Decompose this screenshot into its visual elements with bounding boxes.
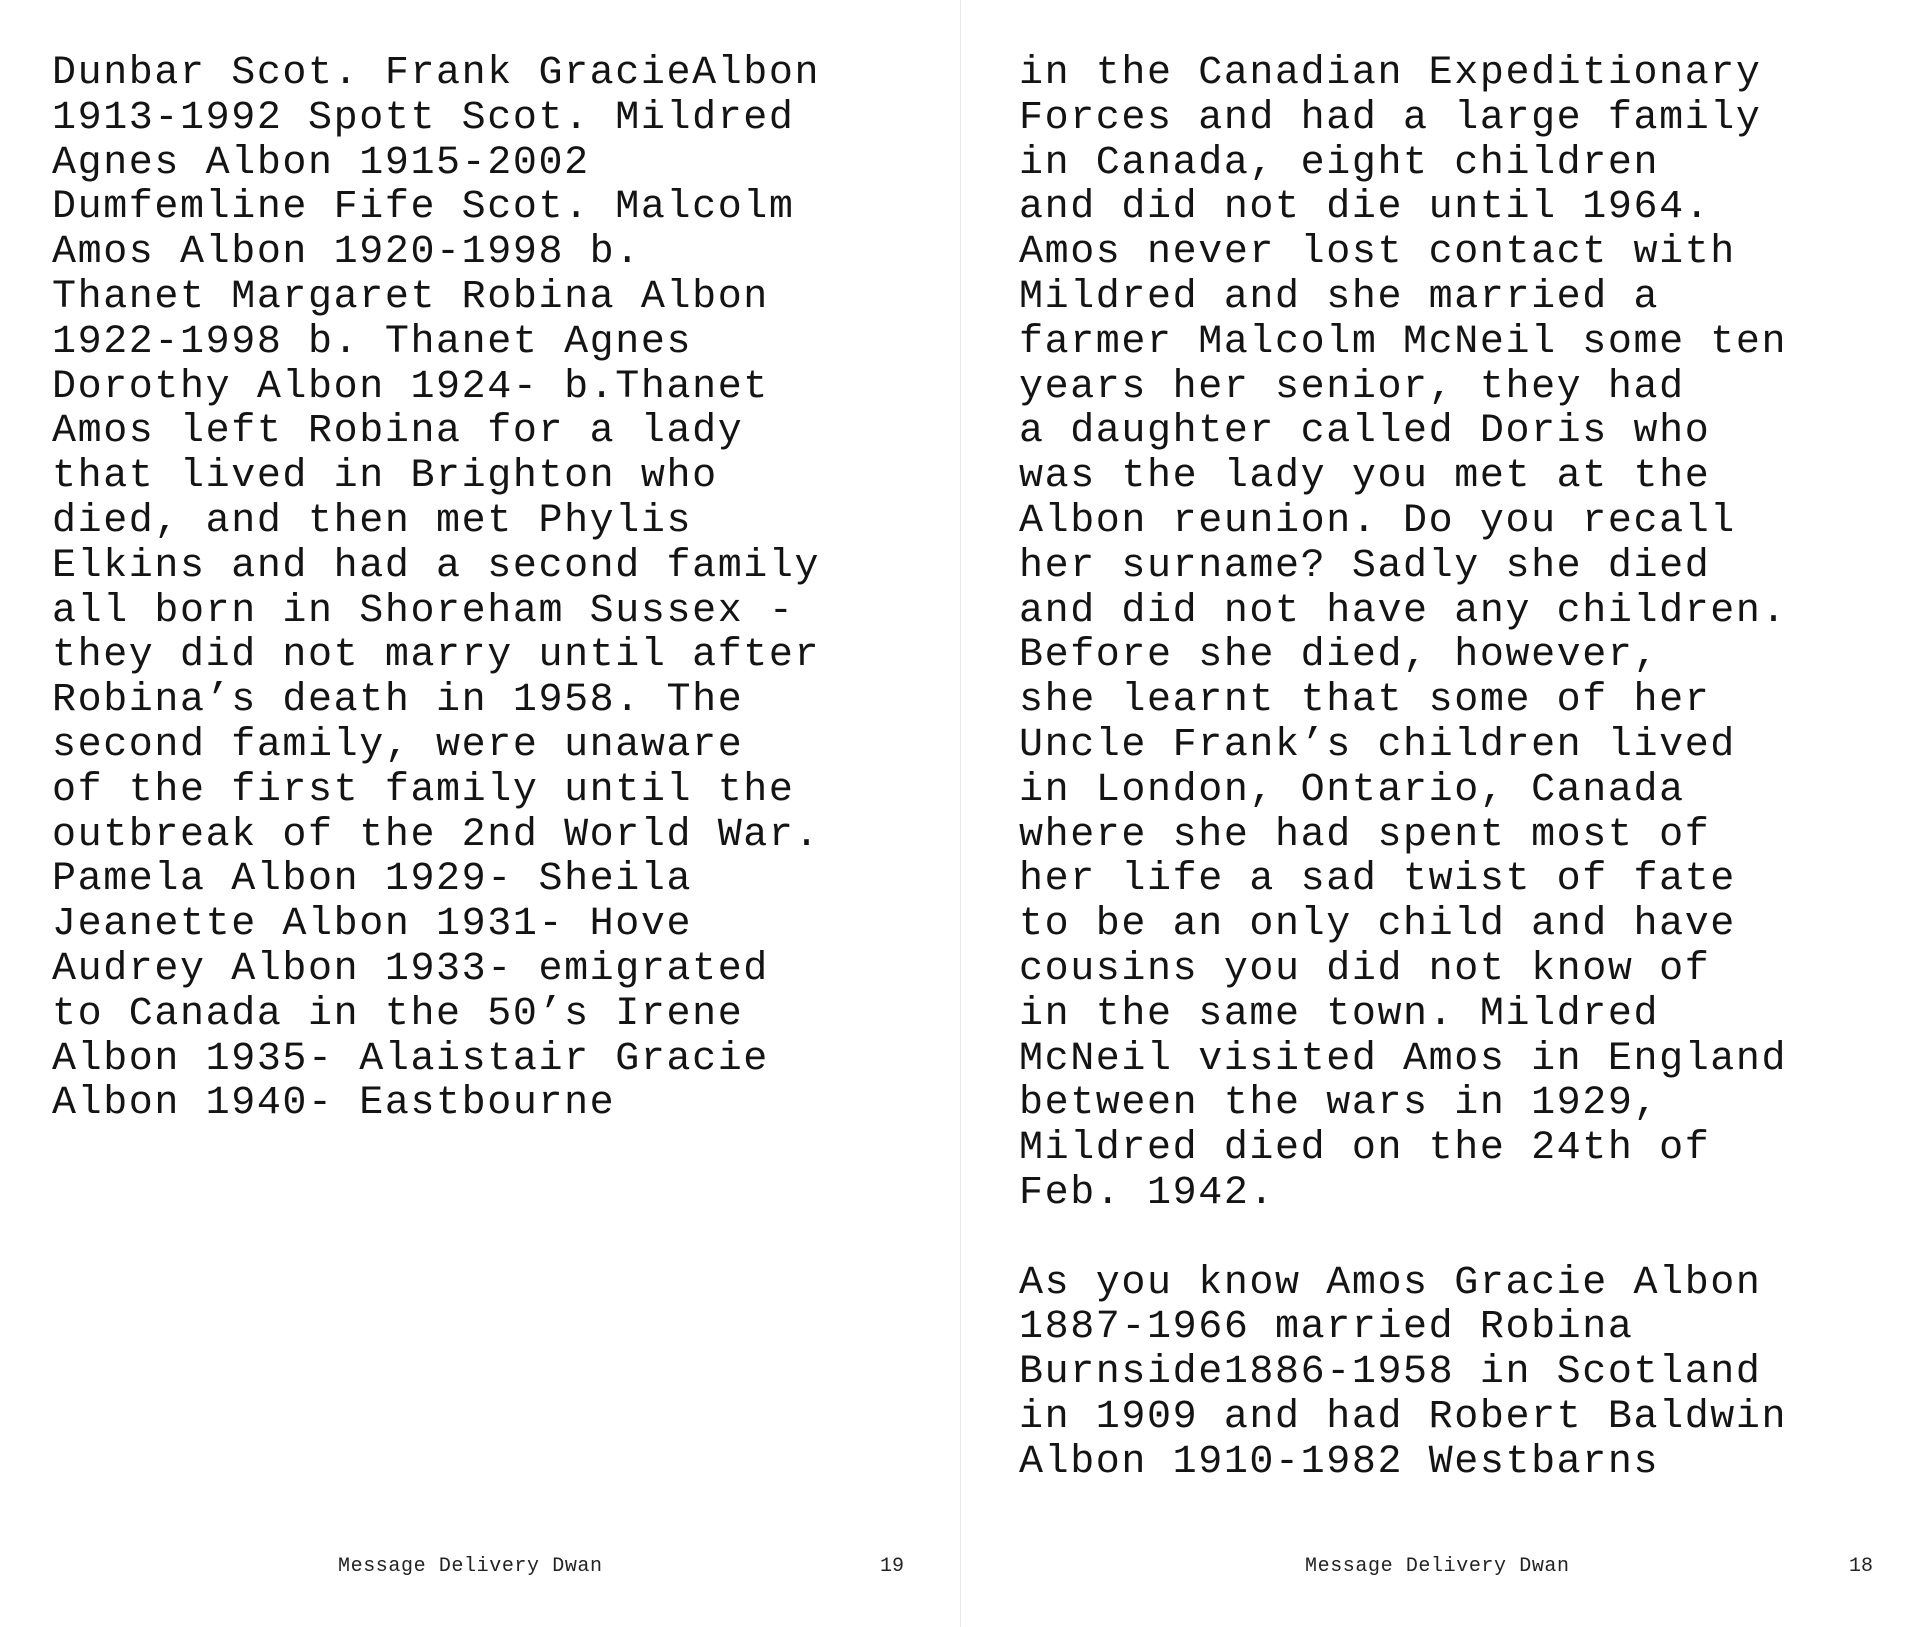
- left-page-number: 19: [880, 1555, 905, 1578]
- right-page-footer-title: Message Delivery Dwan: [1305, 1555, 1570, 1578]
- left-page-footer-title: Message Delivery Dwan: [338, 1555, 603, 1578]
- right-page: [961, 0, 1920, 1627]
- right-page-number: 18: [1849, 1555, 1874, 1578]
- right-page-body: in the Canadian Expeditionary Forces and had a large family in Canada, eight children and did not die until 1964. Amos never lost contact with Mildred and she married a farmer Malcolm McNeil some ten years her senior, they had a daughter called Doris who was the lady you met at the Albon reunion. Do you recall her surname? Sadly she died and did not have any children. Before she died, however, she learnt that some of her Uncle Frank’s children lived in London, Ontario, Canada where she had spent most of her life a sad twist of fate to be an only child and have cousins you did not know of in the same town. Mildred McNeil visited Amos in England between the wars in 1929, Mildred died on the 24th of Feb. 1942. As you know Amos Gracie Albon 1887-1966 married Robina Burnside1886-1958 in Scotland in 1909 and had Robert Baldwin Albon 1910-1982 Westbarns: [1019, 51, 1788, 1485]
- left-page-body: Dunbar Scot. Frank GracieAlbon 1913-1992 Spott Scot. Mildred Agnes Albon 1915-2002 Dumfemline Fife Scot. Malcolm Amos Albon 1920-1998 b. Thanet Margaret Robina Albon 1922-1998 b. Thanet Agnes Dorothy Albon 1924- b.Thanet Amos left Robina for a lady that lived in Brighton who died, and then met Phylis Elkins and had a second family all born in Shoreham Sussex - they did not marry until after Robina’s death in 1958. The second family, were unaware of the first family until the outbreak of the 2nd World War. Pamela Albon 1929- Sheila Jeanette Albon 1931- Hove Audrey Albon 1933- emigrated to Canada in the 50’s Irene Albon 1935- Alaistair Gracie Albon 1940- Eastbourne: [52, 51, 821, 1127]
